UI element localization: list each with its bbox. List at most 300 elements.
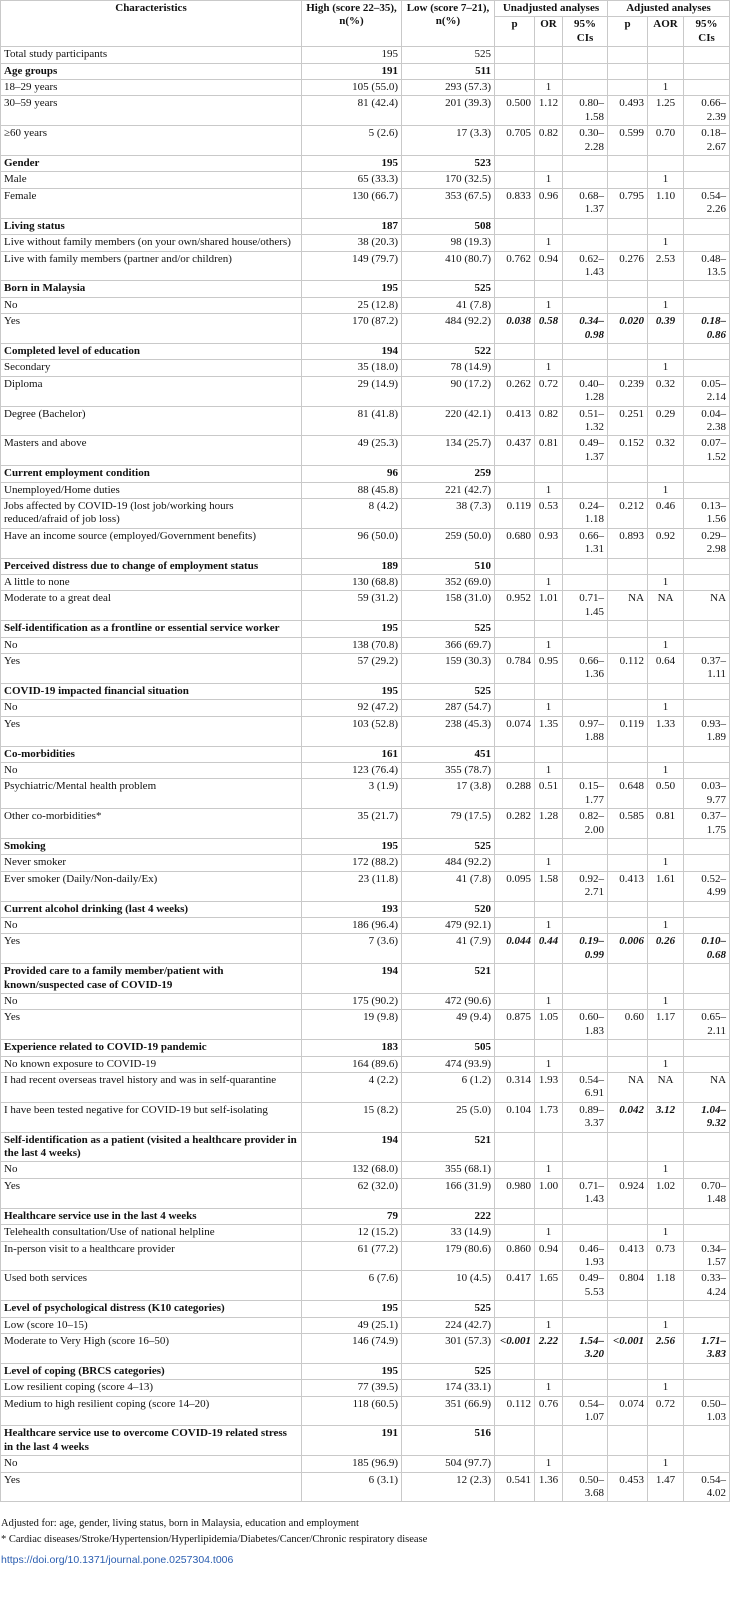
cell-p-adj — [608, 47, 648, 63]
cell-p-adj — [608, 994, 648, 1010]
cell-p-adj: 0.893 — [608, 528, 648, 558]
cell-aor — [648, 1301, 684, 1317]
cell-p-adj — [608, 1162, 648, 1178]
cell-or: 0.76 — [535, 1396, 563, 1426]
cell-label: ≥60 years — [1, 126, 302, 156]
group-header-row — [1, 63, 730, 79]
group-header-row — [1, 838, 730, 854]
cell-or — [535, 63, 563, 79]
cell-p — [495, 964, 535, 994]
cell-high: 96 — [302, 466, 402, 482]
cell-ci — [563, 762, 608, 778]
cell-ci-adj — [684, 156, 730, 172]
cell-p-adj: 0.493 — [608, 96, 648, 126]
cell-aor: 1 — [648, 1225, 684, 1241]
cell-p — [495, 855, 535, 871]
cell-p: 0.074 — [495, 716, 535, 746]
cell-low: 221 (42.7) — [402, 482, 495, 498]
cell-label: No — [1, 994, 302, 1010]
cell-p — [495, 901, 535, 917]
cell-ci-adj — [684, 746, 730, 762]
cell-ci-adj — [684, 1040, 730, 1056]
cell-low: 41 (7.8) — [402, 297, 495, 313]
table-row — [1, 1162, 730, 1178]
cell-p-adj — [608, 683, 648, 699]
cell-ci: 0.71–1.43 — [563, 1178, 608, 1208]
cell-ci-adj: 1.71–3.83 — [684, 1333, 730, 1363]
cell-aor: 1 — [648, 1456, 684, 1472]
cell-low: 525 — [402, 1301, 495, 1317]
cell-label: Gender — [1, 156, 302, 172]
cell-high: 49 (25.3) — [302, 436, 402, 466]
cell-ci-adj — [684, 700, 730, 716]
table-row — [1, 934, 730, 964]
cell-low: 521 — [402, 964, 495, 994]
table-row — [1, 1271, 730, 1301]
cell-high: 77 (39.5) — [302, 1380, 402, 1396]
cell-high: 149 (79.7) — [302, 251, 402, 281]
cell-or: 1 — [535, 917, 563, 933]
cell-label: Yes — [1, 1178, 302, 1208]
cell-high: 4 (2.2) — [302, 1073, 402, 1103]
cell-aor: 1.25 — [648, 96, 684, 126]
cell-ci — [563, 917, 608, 933]
cell-label: Masters and above — [1, 436, 302, 466]
table-notes — [0, 1516, 730, 1548]
cell-aor: NA — [648, 591, 684, 621]
cell-high: 195 — [302, 47, 402, 63]
cell-or — [535, 1426, 563, 1456]
cell-p — [495, 343, 535, 359]
cell-label: Experience related to COVID-19 pandemic — [1, 1040, 302, 1056]
cell-aor: 2.53 — [648, 251, 684, 281]
cell-ci — [563, 156, 608, 172]
cell-ci-adj — [684, 683, 730, 699]
cell-label: Current alcohol drinking (last 4 weeks) — [1, 901, 302, 917]
cell-aor: 0.73 — [648, 1241, 684, 1271]
cell-high: 130 (68.8) — [302, 575, 402, 591]
cell-ci — [563, 621, 608, 637]
cell-p-adj — [608, 838, 648, 854]
cell-label: No — [1, 762, 302, 778]
cell-p-adj: NA — [608, 1073, 648, 1103]
cell-ci: 0.19–0.99 — [563, 934, 608, 964]
cell-or — [535, 558, 563, 574]
group-header-row — [1, 746, 730, 762]
cell-ci: 0.89–3.37 — [563, 1102, 608, 1132]
cell-p-adj — [608, 637, 648, 653]
cell-ci — [563, 1132, 608, 1162]
cell-aor: 1 — [648, 1162, 684, 1178]
cell-ci-adj — [684, 1363, 730, 1379]
cell-high: 25 (12.8) — [302, 297, 402, 313]
cell-high: 3 (1.9) — [302, 779, 402, 809]
cell-label: Ever smoker (Daily/Non-daily/Ex) — [1, 871, 302, 901]
cell-ci: 0.60–1.83 — [563, 1010, 608, 1040]
cell-ci-adj — [684, 901, 730, 917]
cell-label: Degree (Bachelor) — [1, 406, 302, 436]
cell-label: Perceived distress due to change of employment status — [1, 558, 302, 574]
cell-ci-adj: 0.04–2.38 — [684, 406, 730, 436]
cell-label: Female — [1, 188, 302, 218]
cell-ci — [563, 1162, 608, 1178]
cell-ci-adj — [684, 466, 730, 482]
cell-aor — [648, 558, 684, 574]
cell-or — [535, 218, 563, 234]
cell-low: 474 (93.9) — [402, 1056, 495, 1072]
cell-p-adj: 0.074 — [608, 1396, 648, 1426]
cell-ci-adj — [684, 1208, 730, 1224]
cell-ci — [563, 1363, 608, 1379]
table-row — [1, 1472, 730, 1502]
cell-ci — [563, 1456, 608, 1472]
group-header-row — [1, 281, 730, 297]
cell-low: 301 (57.3) — [402, 1333, 495, 1363]
cell-label: Yes — [1, 1010, 302, 1040]
cell-p-adj — [608, 1301, 648, 1317]
cell-label: No known exposure to COVID-19 — [1, 1056, 302, 1072]
cell-ci-adj — [684, 1317, 730, 1333]
cell-aor — [648, 838, 684, 854]
cell-p-adj: 0.795 — [608, 188, 648, 218]
cell-or: 1.93 — [535, 1073, 563, 1103]
cell-aor: 0.72 — [648, 1396, 684, 1426]
cell-or — [535, 1208, 563, 1224]
cell-p: 0.980 — [495, 1178, 535, 1208]
cell-p-adj: 0.239 — [608, 376, 648, 406]
cell-high: 8 (4.2) — [302, 499, 402, 529]
cell-ci-adj — [684, 80, 730, 96]
cell-ci — [563, 47, 608, 63]
cell-aor: 2.56 — [648, 1333, 684, 1363]
cell-p-adj: 0.453 — [608, 1472, 648, 1502]
cell-high: 35 (18.0) — [302, 360, 402, 376]
cell-ci-adj: 0.37–1.11 — [684, 654, 730, 684]
cell-ci-adj — [684, 1225, 730, 1241]
cell-low: 293 (57.3) — [402, 80, 495, 96]
cell-high: 81 (42.4) — [302, 96, 402, 126]
cell-p — [495, 994, 535, 1010]
cell-low: 38 (7.3) — [402, 499, 495, 529]
cell-low: 201 (39.3) — [402, 96, 495, 126]
cell-ci-adj: 0.05–2.14 — [684, 376, 730, 406]
cell-p-adj — [608, 855, 648, 871]
group-header-row — [1, 1132, 730, 1162]
cell-p-adj — [608, 917, 648, 933]
cell-ci — [563, 466, 608, 482]
cell-low: 451 — [402, 746, 495, 762]
cell-high: 195 — [302, 156, 402, 172]
header-high: High (score 22–35), n(%) — [302, 1, 402, 47]
cell-or — [535, 281, 563, 297]
cell-aor: 1 — [648, 1056, 684, 1072]
table-row — [1, 779, 730, 809]
cell-label: Level of coping (BRCS categories) — [1, 1363, 302, 1379]
cell-p: <0.001 — [495, 1333, 535, 1363]
cell-label: Unemployed/Home duties — [1, 482, 302, 498]
cell-label: Secondary — [1, 360, 302, 376]
table-row — [1, 172, 730, 188]
cell-high: 81 (41.8) — [302, 406, 402, 436]
cell-high: 92 (47.2) — [302, 700, 402, 716]
comorbidity-footnote: * Cardiac diseases/Stroke/Hypertension/Hyperlipidemia/Diabetes/Cancer/Chronic respiratory disease — [1, 1534, 428, 1546]
cell-high: 164 (89.6) — [302, 1056, 402, 1072]
cell-aor: 1.02 — [648, 1178, 684, 1208]
cell-or: 1 — [535, 80, 563, 96]
cell-high: 193 — [302, 901, 402, 917]
cell-high: 195 — [302, 838, 402, 854]
cell-or — [535, 621, 563, 637]
cell-p-adj: 0.924 — [608, 1178, 648, 1208]
cell-low: 25 (5.0) — [402, 1102, 495, 1132]
cell-ci — [563, 80, 608, 96]
cell-p: 0.282 — [495, 809, 535, 839]
cell-p-adj: 0.413 — [608, 1241, 648, 1271]
cell-p — [495, 1056, 535, 1072]
cell-low: 525 — [402, 838, 495, 854]
cell-aor — [648, 1132, 684, 1162]
table-row — [1, 406, 730, 436]
table-row — [1, 1225, 730, 1241]
group-header-row — [1, 343, 730, 359]
cell-or: 1.00 — [535, 1178, 563, 1208]
cell-p — [495, 297, 535, 313]
cell-or: 1.65 — [535, 1271, 563, 1301]
cell-p: 0.500 — [495, 96, 535, 126]
table-row — [1, 575, 730, 591]
cell-label: Have an income source (employed/Government benefits) — [1, 528, 302, 558]
cell-p: 0.705 — [495, 126, 535, 156]
cell-aor — [648, 281, 684, 297]
cell-aor: 1.17 — [648, 1010, 684, 1040]
cell-ci — [563, 683, 608, 699]
group-header-row — [1, 683, 730, 699]
cell-high: 161 — [302, 746, 402, 762]
cell-ci — [563, 297, 608, 313]
cell-aor: 1 — [648, 235, 684, 251]
cell-p-adj: 0.585 — [608, 809, 648, 839]
cell-low: 98 (19.3) — [402, 235, 495, 251]
cell-aor: 1 — [648, 297, 684, 313]
cell-high: 187 — [302, 218, 402, 234]
cell-ci: 0.24–1.18 — [563, 499, 608, 529]
cell-or: 0.81 — [535, 436, 563, 466]
cell-ci: 0.71–1.45 — [563, 591, 608, 621]
table-body — [1, 47, 730, 1502]
cell-p — [495, 218, 535, 234]
header-ci: 95% CIs — [563, 17, 608, 47]
cell-label: Moderate to Very High (score 16–50) — [1, 1333, 302, 1363]
cell-aor: 1 — [648, 855, 684, 871]
cell-low: 166 (31.9) — [402, 1178, 495, 1208]
cell-p-adj: 0.112 — [608, 654, 648, 684]
header-ci-adjusted: 95% CIs — [684, 17, 730, 47]
cell-low: 49 (9.4) — [402, 1010, 495, 1040]
cell-label: Medium to high resilient coping (score 14–20) — [1, 1396, 302, 1426]
cell-aor — [648, 466, 684, 482]
cell-high: 195 — [302, 1301, 402, 1317]
cell-label: No — [1, 700, 302, 716]
cell-label: Yes — [1, 654, 302, 684]
cell-aor: 1 — [648, 360, 684, 376]
cell-ci — [563, 855, 608, 871]
cell-aor: 1 — [648, 575, 684, 591]
table-row — [1, 871, 730, 901]
doi-link[interactable]: https://doi.org/10.1371/journal.pone.0257304.t006 — [1, 1553, 234, 1566]
cell-or: 1.28 — [535, 809, 563, 839]
cell-or — [535, 1040, 563, 1056]
cell-ci: 0.66–1.36 — [563, 654, 608, 684]
cell-label: Low resilient coping (score 4–13) — [1, 1380, 302, 1396]
cell-low: 170 (32.5) — [402, 172, 495, 188]
cell-p-adj — [608, 466, 648, 482]
cell-low: 355 (78.7) — [402, 762, 495, 778]
cell-label: Live without family members (on your own/shared house/others) — [1, 235, 302, 251]
cell-ci-adj — [684, 47, 730, 63]
cell-ci-adj: 0.29–2.98 — [684, 528, 730, 558]
cell-p: 0.437 — [495, 436, 535, 466]
cell-p — [495, 482, 535, 498]
cell-aor — [648, 218, 684, 234]
cell-aor: 1.61 — [648, 871, 684, 901]
group-header-row — [1, 1208, 730, 1224]
cell-label: Telehealth consultation/Use of national helpline — [1, 1225, 302, 1241]
table-row — [1, 994, 730, 1010]
cell-low: 505 — [402, 1040, 495, 1056]
cell-label: Live with family members (partner and/or children) — [1, 251, 302, 281]
cell-ci-adj: 0.34–1.57 — [684, 1241, 730, 1271]
cell-or: 0.94 — [535, 251, 563, 281]
cell-ci-adj: 1.04–9.32 — [684, 1102, 730, 1132]
cell-p: 0.541 — [495, 1472, 535, 1502]
cell-low: 10 (4.5) — [402, 1271, 495, 1301]
cell-ci — [563, 994, 608, 1010]
cell-ci: 0.46–1.93 — [563, 1241, 608, 1271]
cell-ci — [563, 482, 608, 498]
cell-high: 105 (55.0) — [302, 80, 402, 96]
cell-aor: 0.39 — [648, 314, 684, 344]
cell-low: 174 (33.1) — [402, 1380, 495, 1396]
cell-p — [495, 621, 535, 637]
group-header-row — [1, 156, 730, 172]
cell-ci — [563, 838, 608, 854]
cell-ci: 0.49–1.37 — [563, 436, 608, 466]
cell-aor — [648, 47, 684, 63]
cell-high: 19 (9.8) — [302, 1010, 402, 1040]
cell-p-adj — [608, 172, 648, 188]
cell-ci-adj — [684, 558, 730, 574]
table-row — [1, 80, 730, 96]
cell-or: 1 — [535, 235, 563, 251]
cell-or: 0.44 — [535, 934, 563, 964]
table-row — [1, 314, 730, 344]
cell-low: 224 (42.7) — [402, 1317, 495, 1333]
cell-p — [495, 1380, 535, 1396]
cell-high: 195 — [302, 621, 402, 637]
cell-ci — [563, 1301, 608, 1317]
cell-aor — [648, 1040, 684, 1056]
cell-p: 0.875 — [495, 1010, 535, 1040]
cell-aor: 1.33 — [648, 716, 684, 746]
cell-low: 508 — [402, 218, 495, 234]
cell-p-adj: <0.001 — [608, 1333, 648, 1363]
cell-label: Self-identification as a frontline or essential service worker — [1, 621, 302, 637]
cell-label: In-person visit to a healthcare provider — [1, 1241, 302, 1271]
cell-label: Healthcare service use to overcome COVID-19 related stress in the last 4 weeks — [1, 1426, 302, 1456]
cell-p-adj — [608, 218, 648, 234]
cell-aor: 1 — [648, 80, 684, 96]
cell-label: Never smoker — [1, 855, 302, 871]
cell-ci-adj — [684, 297, 730, 313]
table-row — [1, 1317, 730, 1333]
cell-ci — [563, 700, 608, 716]
cell-ci: 0.54–6.91 — [563, 1073, 608, 1103]
cell-low: 259 — [402, 466, 495, 482]
cell-p: 0.112 — [495, 1396, 535, 1426]
cell-low: 510 — [402, 558, 495, 574]
cell-low: 12 (2.3) — [402, 1472, 495, 1502]
cell-p-adj — [608, 281, 648, 297]
cell-p — [495, 1301, 535, 1317]
cell-p-adj: 0.599 — [608, 126, 648, 156]
cell-or: 1 — [535, 700, 563, 716]
cell-aor: 0.26 — [648, 934, 684, 964]
cell-p-adj — [608, 746, 648, 762]
cell-aor — [648, 156, 684, 172]
cell-p: 0.413 — [495, 406, 535, 436]
cell-low: 355 (68.1) — [402, 1162, 495, 1178]
cell-high: 172 (88.2) — [302, 855, 402, 871]
cell-label: Completed level of education — [1, 343, 302, 359]
cell-ci-adj — [684, 63, 730, 79]
table-row — [1, 1056, 730, 1072]
cell-low: 511 — [402, 63, 495, 79]
table-row — [1, 528, 730, 558]
cell-ci: 0.49–5.53 — [563, 1271, 608, 1301]
cell-high: 138 (70.8) — [302, 637, 402, 653]
cell-p — [495, 156, 535, 172]
cell-low: 134 (25.7) — [402, 436, 495, 466]
cell-p — [495, 762, 535, 778]
cell-or: 1.12 — [535, 96, 563, 126]
cell-or — [535, 746, 563, 762]
header-low: Low (score 7–21), n(%) — [402, 1, 495, 47]
cell-p — [495, 746, 535, 762]
cell-low: 353 (67.5) — [402, 188, 495, 218]
cell-high: 132 (68.0) — [302, 1162, 402, 1178]
group-header-row — [1, 218, 730, 234]
cell-ci-adj: 0.48–13.5 — [684, 251, 730, 281]
cell-ci — [563, 964, 608, 994]
cell-or: 1.35 — [535, 716, 563, 746]
cell-low: 90 (17.2) — [402, 376, 495, 406]
header-unadjusted: Unadjusted analyses — [495, 1, 608, 17]
cell-or: 1 — [535, 360, 563, 376]
group-header-row — [1, 901, 730, 917]
table-row — [1, 436, 730, 466]
cell-ci: 0.40–1.28 — [563, 376, 608, 406]
cell-or: 1 — [535, 575, 563, 591]
cell-ci-adj: 0.50–1.03 — [684, 1396, 730, 1426]
cell-ci-adj — [684, 762, 730, 778]
cell-p: 0.833 — [495, 188, 535, 218]
cell-ci — [563, 1426, 608, 1456]
cell-ci-adj: NA — [684, 591, 730, 621]
cell-ci-adj — [684, 621, 730, 637]
cell-label: Used both services — [1, 1271, 302, 1301]
header-characteristics: Characteristics — [1, 1, 302, 47]
cell-p — [495, 917, 535, 933]
